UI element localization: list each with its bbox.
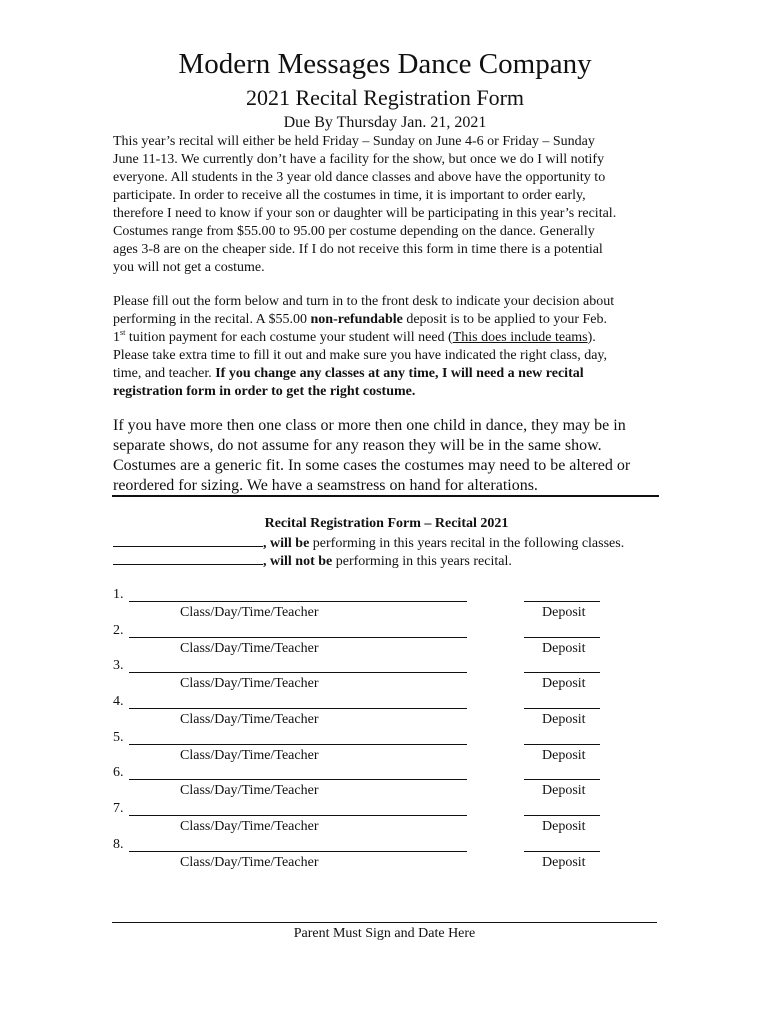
class-entry-row — [113, 622, 613, 658]
deposit-field[interactable] — [524, 779, 600, 780]
intro-line: everyone. All students in the 3 year old dance classes and above have the opportunity to — [113, 170, 606, 185]
intro-line: June 11-13. We currently don’t have a facility for the show, but once we do I will notify — [113, 152, 605, 167]
class-field[interactable] — [129, 744, 467, 745]
text-run: deposit is to be applied to your Feb. — [402, 312, 607, 327]
deposit-caption: Deposit — [542, 640, 586, 656]
registration-form-heading: Recital Registration Form – Recital 2021 — [264, 516, 509, 531]
deposit-caption: Deposit — [542, 854, 586, 870]
notice-line: separate shows, do not assume for any reason they will be in the same show. — [113, 437, 602, 454]
class-entry-row — [113, 764, 613, 800]
class-caption: Class/Day/Time/Teacher — [180, 854, 319, 870]
text-run: ). — [587, 330, 596, 345]
class-entry-row — [113, 729, 613, 765]
signature-caption: Parent Must Sign and Date Here — [293, 926, 476, 941]
instructions-line — [113, 365, 673, 383]
instructions-line — [113, 311, 673, 329]
company-title: Modern Messages Dance Company — [178, 48, 592, 80]
intro-line: Costumes range from $55.00 to 95.00 per costume depending on the dance. Generally — [113, 224, 595, 239]
deposit-caption: Deposit — [542, 605, 586, 620]
student-name-field[interactable] — [113, 551, 263, 565]
deposit-field[interactable] — [524, 851, 600, 852]
intro-line: you will not get a costume. — [113, 260, 265, 275]
class-field[interactable] — [129, 815, 467, 816]
class-field[interactable] — [129, 637, 467, 638]
deposit-field[interactable] — [524, 672, 600, 673]
class-caption: Class/Day/Time/Teacher — [180, 819, 319, 835]
intro-line: participate. In order to receive all the costumes in time, it is important to order early, — [113, 188, 586, 203]
instructions-line — [113, 329, 673, 347]
row-number: 7. — [113, 801, 124, 817]
will-not-perform-row — [113, 551, 512, 571]
change-warning: registration form in order to get the right costume. — [113, 384, 416, 399]
instructions-line: Please fill out the form below and turn in to the front desk to indicate your decision about — [113, 294, 615, 309]
row-number: 6. — [113, 765, 124, 781]
class-field[interactable] — [129, 601, 467, 602]
due-date: Due By Thursday Jan. 21, 2021 — [283, 114, 487, 131]
deposit-field[interactable] — [524, 815, 600, 816]
deposit-field[interactable] — [524, 744, 600, 745]
instructions-line: Please take extra time to fill it out and make sure you have indicated the right class, day, — [113, 348, 607, 363]
notice-line: Costumes are a generic fit. In some cases the costumes may need to be altered or — [113, 457, 631, 474]
class-entry-row — [113, 586, 613, 622]
instructions-paragraph — [113, 293, 673, 401]
deposit-field[interactable] — [524, 601, 600, 602]
deposit-caption: Deposit — [542, 783, 586, 799]
deposit-caption: Deposit — [542, 712, 586, 728]
deposit-caption: Deposit — [542, 676, 586, 692]
class-entry-list — [113, 586, 613, 872]
class-field[interactable] — [129, 672, 467, 673]
change-warning: If you change any classes at any time, I will need a new recital — [215, 366, 584, 381]
deposit-caption: Deposit — [542, 747, 586, 763]
will-be-text: performing in this years recital in the following classes. — [309, 536, 625, 551]
row-number: 8. — [113, 836, 124, 852]
class-caption: Class/Day/Time/Teacher — [180, 712, 319, 728]
form-title: 2021 Recital Registration Form — [245, 85, 525, 110]
text-run: performing in the recital. A $55.00 — [113, 312, 311, 327]
class-caption: Class/Day/Time/Teacher — [180, 605, 319, 620]
class-field[interactable] — [129, 851, 467, 852]
deposit-field[interactable] — [524, 708, 600, 709]
row-number: 1. — [113, 587, 124, 602]
class-caption: Class/Day/Time/Teacher — [180, 640, 319, 656]
deposit-caption: Deposit — [542, 819, 586, 835]
section-divider — [112, 495, 659, 497]
deposit-field[interactable] — [524, 637, 600, 638]
notice-paragraph — [113, 416, 661, 496]
student-name-field[interactable] — [113, 533, 263, 547]
text-run: 1 — [113, 330, 120, 345]
row-number: 2. — [113, 622, 124, 638]
class-entry-row — [113, 693, 613, 729]
intro-paragraph — [113, 133, 673, 277]
notice-line: If you have more then one class or more then one child in dance, they may be in — [113, 417, 626, 434]
text-run: tuition payment for each costume your student will need ( — [125, 330, 453, 345]
class-caption: Class/Day/Time/Teacher — [180, 747, 319, 763]
non-refundable-emphasis: non-refundable — [310, 312, 403, 327]
will-not-be-label: , will not be — [263, 554, 333, 569]
will-not-be-text: performing in this years recital. — [332, 554, 512, 569]
row-number: 5. — [113, 729, 124, 745]
will-be-label: , will be — [263, 536, 310, 551]
class-field[interactable] — [129, 779, 467, 780]
intro-line: ages 3-8 are on the cheaper side. If I do not receive this form in time there is a potential — [113, 242, 603, 257]
class-caption: Class/Day/Time/Teacher — [180, 676, 319, 692]
signature-field[interactable] — [112, 922, 657, 923]
class-entry-row — [113, 836, 613, 872]
teams-note: This does include teams — [452, 330, 588, 345]
class-field[interactable] — [129, 708, 467, 709]
class-entry-row — [113, 800, 613, 836]
ordinal-suffix: st — [120, 328, 126, 337]
row-number: 3. — [113, 658, 124, 674]
instructions-line — [113, 383, 673, 401]
class-entry-row — [113, 657, 613, 693]
will-perform-row — [113, 533, 624, 553]
intro-line: This year’s recital will either be held Friday – Sunday on June 4-6 or Friday – Sunday — [113, 134, 595, 149]
class-caption: Class/Day/Time/Teacher — [180, 783, 319, 799]
notice-line: reordered for sizing. We have a seamstress on hand for alterations. — [113, 477, 538, 494]
intro-line: therefore I need to know if your son or daughter will be participating in this year’s recital. — [113, 206, 617, 221]
row-number: 4. — [113, 694, 124, 710]
text-run: time, and teacher. — [113, 366, 216, 381]
